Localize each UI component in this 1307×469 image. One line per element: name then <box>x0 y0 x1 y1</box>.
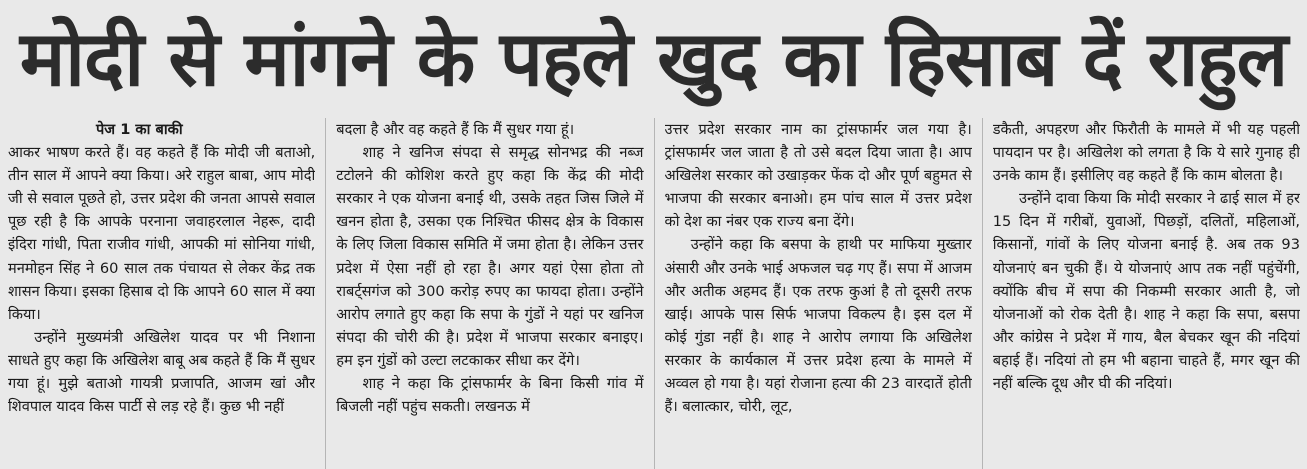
paragraph: उन्होंने मुख्यमंत्री अखिलेश यादव पर भी निशाना साधते हुए कहा कि अखिलेश बाबू अब कहते हैं कि मैं सुधर गया हूं। मुझे बताओ गायत्री प्रजापति, आजम खां और शिवपाल यादव किस पार्टी से लड़ रहे हैं। कुछ भी नहीं <box>8 328 316 416</box>
column-divider <box>325 118 326 469</box>
article-column-2 <box>336 118 643 469</box>
continued-from-page-label: पेज 1 का बाकी <box>96 121 183 138</box>
paragraph: उन्होंने दावा किया कि मोदी सरकार ने ढाई साल में हर 15 दिन में गरीबों, युवाओं, पिछड़ों, दलितों, महिलाओं, किसानों, गांवों के लिए योजना बनाई है. अब तक 93 योजनाएं बन चुकी हैं। ये योजनाएं आप तक नहीं पहुंचेंगी, क्योंकि बीच में सपा की निकम्मी सरकार आती है, जो योजनाओं को रोक देती है। शाह ने कहा कि सपा, बसपा और कांग्रेस ने प्रदेश में गाय, बैल बेचकर खून की नदियां बहाई हैं। नदियां तो हम भी बहाना चाहते हैं, मगर खून की नहीं बल्कि दूध और घी की नदियां। <box>992 190 1300 393</box>
article-column-1 <box>8 118 315 469</box>
paragraph: बदला है और वह कहते हैं कि मैं सुधर गया हूं। <box>336 121 575 138</box>
paragraph: उत्तर प्रदेश सरकार नाम का ट्रांसफार्मर जल गया है। ट्रांसफार्मर जल जाता है तो उसे बदल दिया जाता है। आप अखिलेश सरकार को उखाड़कर फेंक दो और पूर्ण बहुमत से भाजपा की सरकार बनाओ। हम पांच साल में उत्तर प्रदेश को देश का नंबर एक राज्य बना देंगे। <box>664 121 972 231</box>
headline: मोदी से मांगने के पहले खुद का हिसाब दें राहुल <box>19 13 1288 103</box>
paragraph: उन्होंने कहा कि बसपा के हाथी पर माफिया मुख्तार अंसारी और उनके भाई अफजल चढ़ गए हैं। सपा में आजम और अतीक अहमद हैं। एक तरफ कुआं है तो दूसरी तरफ खाई। आपके पास सिर्फ भाजपा विकल्प है। इस दल में कोई गुंडा नहीं है। शाह ने आरोप लगाया कि अखिलेश सरकार के कार्यकाल में उत्तर प्रदेश हत्या के मामले में अव्वल हो गया है। यहां रोजाना हत्या की 23 वारदातें होती हैं। बलात्कार, चोरी, लूट, <box>664 236 972 416</box>
paragraph: आकर भाषण करते हैं। वह कहते हैं कि मोदी जी बताओ, तीन साल में आपने क्या किया। अरे राहुल बाबा, आप मोदी जी से सवाल पूछते हो, उत्तर प्रदेश की जनता आपसे सवाल पूछ रही है कि आपके परनाना जवाहरलाल नेहरू, दादी इंदिरा गांधी, पिता राजीव गांधी, आपकी मां सोनिया गांधी, मनमोहन सिंह ने 60 साल तक पंचायत से लेकर केंद्र तक शासन किया। इसका हिसाब दो कि आपने 60 साल में क्या किया। <box>8 144 316 323</box>
paragraph: शाह ने कहा कि ट्रांसफार्मर के बिना किसी गांव में बिजली नहीं पहुंच सकती। लखनऊ में <box>336 375 644 416</box>
paragraph: शाह ने खनिज संपदा से समृद्ध सोनभद्र की नब्ज टटोलने की कोशिश करते हुए कहा कि केंद्र की मोदी सरकार ने एक योजना बनाई थी, उसके तहत जिस जिले में खनन होता है, उसका एक निश्चित फीसद क्षेत्र के विकास के लिए जिला विकास समिति में जमा होता है। लेकिन उत्तर प्रदेश में ऐसा नहीं हो रहा है। अगर यहां ऐसा होता तो राबर्ट्सगंज को 300 करोड़ रुपए का फायदा होता। उन्होंने आरोप लगाते हुए कहा कि सपा के गुंडों ने यहां पर खनिज संपदा की चोरी की है। प्रदेश में भाजपा सरकार बनाइए। हम इन गुंडों को उल्टा लटकाकर सीधा कर देंगे। <box>336 144 644 369</box>
article-columns <box>8 118 1300 469</box>
article-column-4 <box>993 118 1300 469</box>
column-divider <box>654 118 655 469</box>
article-column-3 <box>665 118 972 469</box>
column-divider <box>982 118 983 469</box>
paragraph: डकैती, अपहरण और फिरौती के मामले में भी यह पहली पायदान पर है। अखिलेश को लगता है कि ये सारे गुनाह ही उनके काम हैं। इसीलिए वह कहते हैं कि काम बोलता है। <box>992 121 1300 185</box>
